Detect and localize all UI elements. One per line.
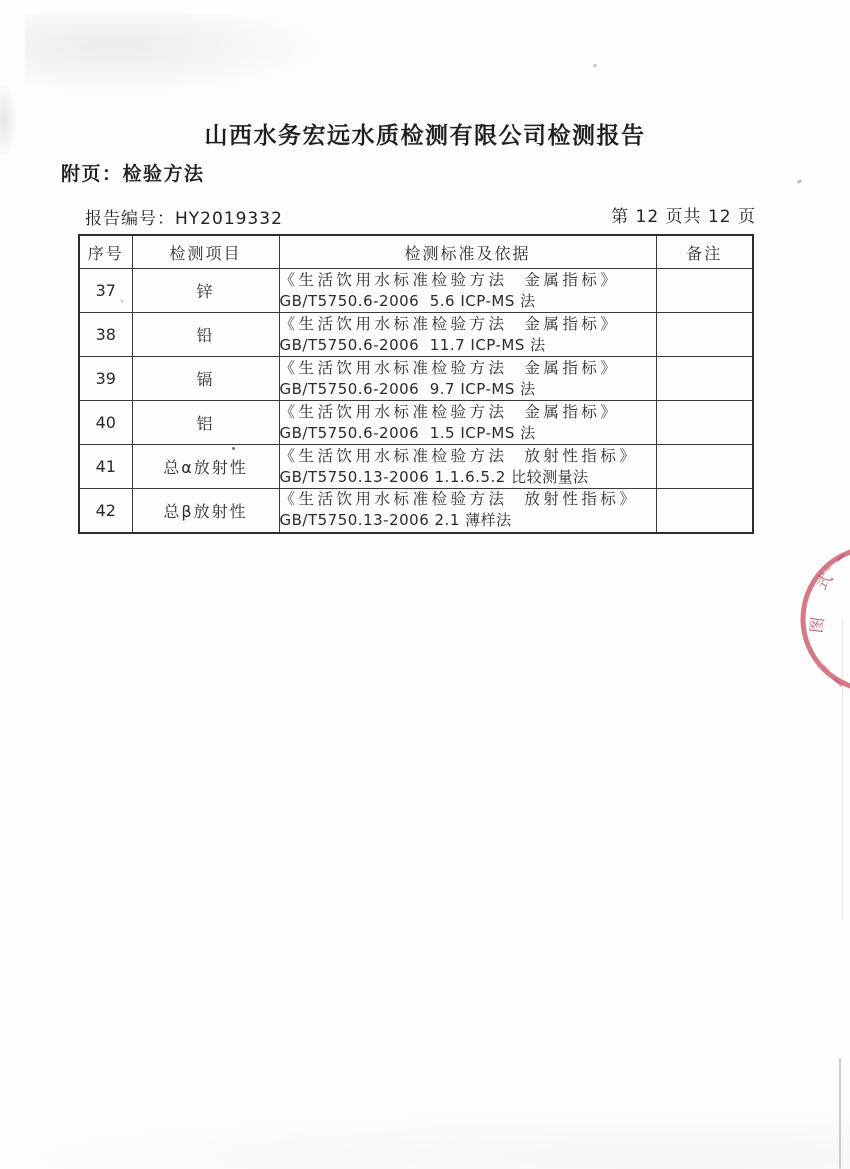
standard-line1: 《生活饮用水标准检验方法 金属指标》: [279, 402, 620, 421]
header-remark: 备注: [656, 235, 753, 269]
stamp-char: 式: [811, 569, 837, 594]
table-row: [79, 357, 753, 401]
row-remark: [656, 269, 753, 313]
scan-edge-line-faint: [842, 620, 843, 920]
row-standard: [279, 269, 656, 313]
standard-line2: GB/T5750.6-2006 1.5 ICP-MS 法: [279, 423, 536, 442]
standard-line2: GB/T5750.6-2006 5.6 ICP-MS 法: [279, 291, 536, 310]
row-standard: [279, 313, 656, 357]
page-indicator: 第 12 页共 12 页: [611, 207, 756, 227]
row-no: 40: [79, 401, 132, 445]
scan-noise-bottom: [0, 1109, 850, 1169]
header-no: 序号: [79, 235, 132, 269]
row-no: 38: [79, 313, 132, 357]
scan-edge-line: [839, 1058, 841, 1169]
row-remark: [656, 357, 753, 401]
row-remark: [656, 313, 753, 357]
standard-line1: 《生活饮用水标准检验方法 金属指标》: [279, 314, 620, 333]
table-row: [79, 313, 753, 357]
red-seal-stamp: [790, 543, 850, 701]
standard-line1: 《生活饮用水标准检验方法 放射性指标》: [279, 446, 639, 465]
row-remark: [656, 489, 753, 533]
row-item: 镉: [132, 357, 279, 401]
standard-line2: GB/T5750.13-2006 1.1.6.5.2 比较测量法: [279, 467, 589, 486]
row-item: 铅: [132, 313, 279, 357]
header-item: 检测项目: [132, 235, 279, 269]
row-remark: [656, 445, 753, 489]
methods-table: [78, 234, 754, 534]
row-item: 总α放射性: [132, 445, 279, 489]
row-no: 41: [79, 445, 132, 489]
stamp-char: 图: [806, 615, 828, 635]
row-remark: [656, 401, 753, 445]
standard-line1: 《生活饮用水标准检验方法 金属指标》: [279, 358, 620, 377]
table-row: [79, 445, 753, 489]
scan-speck: [797, 179, 803, 184]
table-row: [79, 269, 753, 313]
row-item: 锌: [132, 269, 279, 313]
standard-line2: GB/T5750.6-2006 9.7 ICP-MS 法: [279, 379, 536, 398]
row-item: 铝: [132, 401, 279, 445]
row-no: 37: [79, 269, 132, 313]
row-no: 39: [79, 357, 132, 401]
table-row: [79, 489, 753, 533]
standard-line2: GB/T5750.13-2006 2.1 薄样法: [279, 511, 512, 530]
scan-speck: [593, 64, 597, 67]
row-standard: [279, 489, 656, 533]
scan-noise-top-left: [25, 15, 325, 95]
standard-line1: 《生活饮用水标准检验方法 放射性指标》: [279, 490, 639, 509]
row-no: 42: [79, 489, 132, 533]
table-row: [79, 401, 753, 445]
row-standard: [279, 357, 656, 401]
report-number: 报告编号：HY2019332: [85, 209, 283, 229]
page-subtitle: 附页：检验方法: [61, 163, 205, 185]
row-standard: [279, 445, 656, 489]
table-header-row: [79, 235, 753, 269]
standard-line1: 《生活饮用水标准检验方法 金属指标》: [279, 270, 620, 289]
header-standard: 检测标准及依据: [279, 235, 656, 269]
row-item: 总β放射性: [132, 489, 279, 533]
standard-line2: GB/T5750.6-2006 11.7 ICP-MS 法: [279, 335, 546, 354]
page-title: 山西水务宏远水质检测有限公司检测报告: [204, 123, 646, 149]
row-standard: [279, 401, 656, 445]
